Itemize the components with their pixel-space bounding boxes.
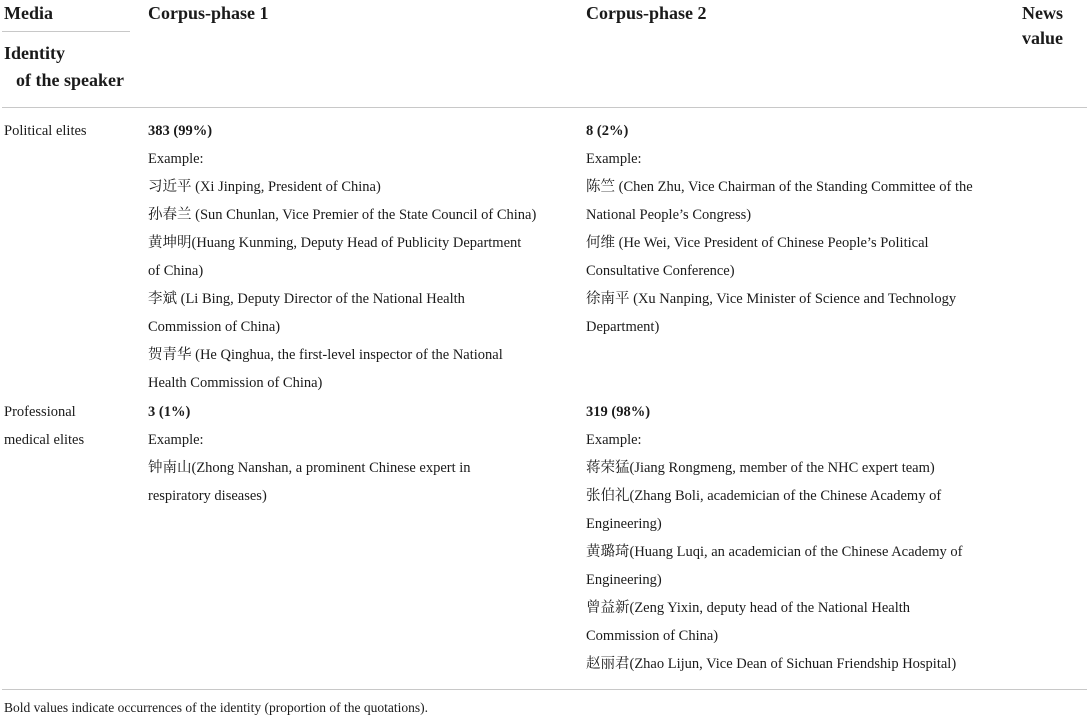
header-identity-line1: Identity	[4, 43, 66, 63]
table-bottom-rule	[2, 689, 1087, 690]
cell-text-line: 贺青华 (He Qinghua, the first-level inspector of the National	[148, 347, 503, 363]
cell-text-line: Example:	[586, 432, 642, 448]
cell-text-line: 赵丽君(Zhao Lijun, Vice Dean of Sichuan Friendship Hospital)	[586, 656, 957, 672]
header-identity-line2: of the speaker	[16, 70, 124, 90]
header-phase1: Corpus-phase 1	[148, 3, 269, 23]
row-medical-phase2-cell	[586, 398, 962, 678]
cell-text-line: Engineering)	[586, 516, 662, 532]
row-medical-phase1-cell	[148, 398, 471, 510]
row-political-phase1-cell	[148, 117, 536, 397]
header-phase2: Corpus-phase 2	[586, 3, 707, 23]
cell-text-line: Example:	[148, 151, 204, 167]
cell-text-line: Example:	[148, 432, 204, 448]
header-news-line2: value	[1022, 28, 1064, 48]
cell-text-line: Health Commission of China)	[148, 375, 323, 391]
count-value: 319 (98%)	[586, 404, 651, 420]
header-media: Media	[4, 3, 53, 23]
row-label-line: medical elites	[4, 432, 85, 448]
header-media-underline	[2, 31, 130, 32]
cell-text-line: Consultative Conference)	[586, 263, 735, 279]
row-label-political-elites	[4, 117, 87, 145]
cell-text-line: 孙春兰 (Sun Chunlan, Vice Premier of the State Council of China)	[148, 207, 537, 223]
cell-text-line: Example:	[586, 151, 642, 167]
cell-text-line: 何维 (He Wei, Vice President of Chinese People’s Political	[586, 235, 929, 251]
cell-text-line: 曾益新(Zeng Yixin, deputy head of the National Health	[586, 600, 911, 616]
row-label-line: Political elites	[4, 123, 87, 139]
cell-text-line: 钟南山(Zhong Nanshan, a prominent Chinese expert in	[148, 460, 471, 476]
cell-text-line: 徐南平 (Xu Nanping, Vice Minister of Science and Technology	[586, 291, 957, 307]
count-value: 383 (99%)	[148, 123, 213, 139]
cell-text-line: 黄璐琦(Huang Luqi, an academician of the Chinese Academy of	[586, 544, 963, 560]
header-news-line1: News	[1022, 3, 1063, 23]
row-label-line: Professional	[4, 404, 76, 420]
cell-text-line: 张伯礼(Zhang Boli, academician of the Chinese Academy of	[586, 488, 942, 504]
cell-text-line: 黄坤明(Huang Kunming, Deputy Head of Publicity Department	[148, 235, 522, 251]
cell-text-line: Commission of China)	[586, 628, 719, 644]
header-bottom-rule	[2, 107, 1087, 108]
cell-text-line: Engineering)	[586, 572, 662, 588]
cell-text-line: of China)	[148, 263, 204, 279]
count-value: 8 (2%)	[586, 123, 629, 139]
cell-text-line: Department)	[586, 319, 660, 335]
cell-text-line: 习近平 (Xi Jinping, President of China)	[148, 179, 381, 195]
cell-text-line: Commission of China)	[148, 319, 281, 335]
row-label-professional-medical-elites	[4, 398, 84, 454]
cell-text-line: 蒋荣猛(Jiang Rongmeng, member of the NHC expert team)	[586, 460, 935, 476]
cell-text-line: respiratory diseases)	[148, 488, 267, 504]
count-value: 3 (1%)	[148, 404, 191, 420]
row-political-phase2-cell	[586, 117, 973, 341]
footnote: Bold values indicate occurrences of the identity (proportion of the quotations).	[4, 700, 429, 715]
cell-text-line: National People’s Congress)	[586, 207, 752, 223]
cell-text-line: 陈竺 (Chen Zhu, Vice Chairman of the Standing Committee of the	[586, 179, 973, 195]
cell-text-line: 李斌 (Li Bing, Deputy Director of the National Health	[148, 291, 465, 307]
